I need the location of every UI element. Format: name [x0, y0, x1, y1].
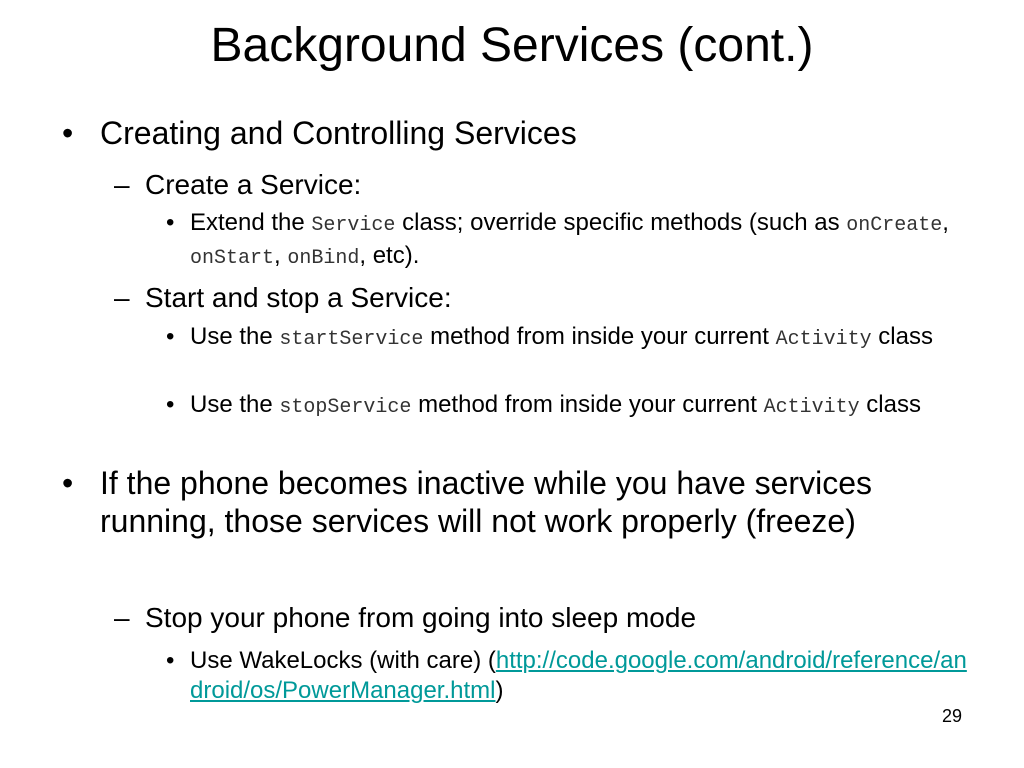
item-stop-service: [166, 390, 975, 423]
sub-bullet-sleep-mode: [114, 601, 965, 635]
bullet-phone-inactive: [62, 464, 950, 540]
bullet-icon: •: [166, 647, 175, 674]
item-wakelocks: [166, 646, 980, 706]
item-text-mid: class; override specific methods (such as: [395, 209, 847, 236]
item-text-post: , etc).: [359, 242, 420, 269]
bullet-icon: •: [166, 209, 175, 236]
item-text-pre: Use the: [190, 391, 280, 418]
bullet-icon: •: [62, 115, 74, 151]
item-text-pre: Use the: [190, 323, 280, 350]
bullet-icon: •: [62, 465, 74, 501]
page-number: 29: [941, 706, 962, 726]
item-sep: ,: [942, 209, 949, 236]
code-onbind: onBind: [287, 247, 360, 270]
item-text-mid: method from inside your current: [411, 391, 764, 418]
item-start-service: [166, 322, 975, 355]
bullet-icon: •: [166, 323, 175, 350]
dash-icon: –: [114, 169, 130, 200]
powermanager-link[interactable]: http://code.google.com/android/reference/android/os/PowerManager.html: [190, 647, 967, 704]
item-text-pre: Extend the: [190, 209, 312, 236]
bullet-icon: •: [166, 391, 175, 418]
item-text-post: class: [871, 323, 933, 350]
sub-bullet-start-stop-service: [114, 281, 965, 315]
item-text-mid: method from inside your current: [423, 323, 776, 350]
sub-bullet-text: Start and stop a Service:: [145, 282, 452, 313]
item-text-post: class: [859, 391, 921, 418]
code-activity: Activity: [763, 396, 860, 419]
code-stopservice: stopService: [279, 396, 412, 419]
dash-icon: –: [114, 282, 130, 313]
code-onstart: onStart: [190, 247, 275, 270]
bullet-text: If the phone becomes inactive while you have services running, those services will not work properly (freeze): [100, 465, 872, 539]
item-text-post: ): [495, 677, 504, 704]
bullet-text: Creating and Controlling Services: [100, 115, 577, 151]
slide-title: Background Services (cont.): [210, 19, 814, 72]
code-activity: Activity: [775, 328, 872, 351]
item-text-pre: Use WakeLocks (with care) (: [190, 647, 496, 674]
code-service: Service: [311, 214, 396, 237]
dash-icon: –: [114, 602, 130, 633]
sub-bullet-text: Create a Service:: [145, 169, 362, 200]
sub-bullet-create-service: [114, 168, 965, 202]
bullet-creating-services: [62, 114, 950, 152]
item-extend-service: [166, 208, 975, 274]
code-oncreate: onCreate: [846, 214, 943, 237]
item-sep: ,: [274, 242, 288, 269]
sub-bullet-text: Stop your phone from going into sleep mode: [145, 602, 697, 633]
code-startservice: startService: [279, 328, 424, 351]
